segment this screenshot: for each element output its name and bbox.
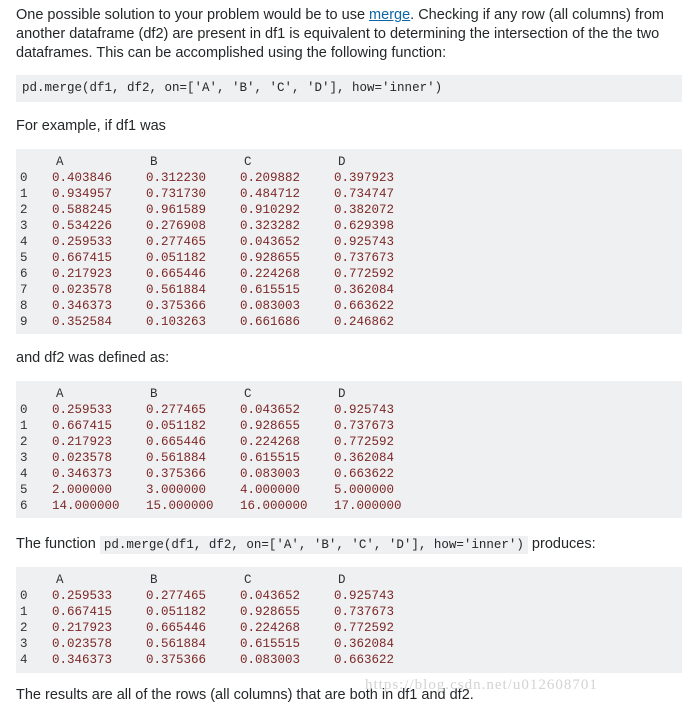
- cell-c: 0.043652: [240, 403, 301, 417]
- table-row: [20, 170, 428, 186]
- cell-a: 2.000000: [52, 483, 113, 497]
- df2-label: and df2 was defined as:: [16, 350, 170, 366]
- cell-a: 0.259533: [52, 403, 113, 417]
- cell-b: 0.561884: [146, 451, 207, 465]
- row-index: 7: [20, 283, 28, 297]
- cell-d: 17.000000: [334, 499, 402, 513]
- cell-d: 0.925743: [334, 235, 395, 249]
- cell-c: 0.615515: [240, 637, 301, 651]
- column-header-d: D: [338, 387, 346, 401]
- cell-b: 0.375366: [146, 299, 207, 313]
- cell-c: 0.910292: [240, 203, 301, 217]
- row-index: 1: [20, 605, 28, 619]
- cell-b: 0.961589: [146, 203, 207, 217]
- cell-d: 0.737673: [334, 605, 395, 619]
- cell-c: 0.209882: [240, 171, 301, 185]
- row-index: 3: [20, 451, 28, 465]
- cell-a: 0.403846: [52, 171, 113, 185]
- cell-c: 0.224268: [240, 435, 301, 449]
- cell-a: 0.346373: [52, 653, 113, 667]
- row-index: 0: [20, 171, 28, 185]
- cell-b: 0.051182: [146, 605, 207, 619]
- cell-d: 0.663622: [334, 467, 395, 481]
- row-index: 5: [20, 251, 28, 265]
- header-row: [20, 386, 428, 402]
- code-block: [16, 75, 682, 102]
- cell-b: 3.000000: [146, 483, 207, 497]
- cell-a: 0.534226: [52, 219, 113, 233]
- cell-a: 0.259533: [52, 235, 113, 249]
- cell-b: 0.277465: [146, 235, 207, 249]
- df2-block: [16, 381, 682, 518]
- cell-d: 0.925743: [334, 403, 395, 417]
- column-header-a: A: [56, 387, 64, 401]
- column-header-b: B: [150, 573, 158, 587]
- table-row: [20, 636, 428, 652]
- cell-c: 0.083003: [240, 653, 301, 667]
- cell-a: 0.217923: [52, 267, 113, 281]
- table-row: [20, 588, 428, 604]
- intro-text-after: . Checking if any row (all columns) from another dataframe (df2) are present in df1 is equivalent to determining the intersection of the the two dataframes. This can be accomplished using the following function:: [16, 7, 664, 61]
- row-index: 5: [20, 483, 28, 497]
- row-index: 2: [20, 435, 28, 449]
- header-row: [20, 154, 428, 170]
- cell-c: 0.224268: [240, 621, 301, 635]
- df1-table: [20, 154, 428, 330]
- result-table: [20, 572, 428, 668]
- table-row: [20, 202, 428, 218]
- table-row: [20, 282, 428, 298]
- table-row: [20, 186, 428, 202]
- table-row: [20, 620, 428, 636]
- cell-d: 0.772592: [334, 267, 395, 281]
- cell-a: 14.000000: [52, 499, 120, 513]
- table-row: [20, 250, 428, 266]
- cell-b: 0.665446: [146, 435, 207, 449]
- cell-c: 0.484712: [240, 187, 301, 201]
- cell-c: 0.928655: [240, 251, 301, 265]
- column-header-b: B: [150, 387, 158, 401]
- table-row: [20, 482, 428, 498]
- cell-d: 0.362084: [334, 451, 395, 465]
- row-index: 1: [20, 419, 28, 433]
- watermark: https://blog.csdn.net/u012608701: [365, 677, 598, 693]
- cell-b: 0.375366: [146, 653, 207, 667]
- cell-a: 0.023578: [52, 637, 113, 651]
- cell-b: 0.277465: [146, 403, 207, 417]
- cell-d: 0.925743: [334, 589, 395, 603]
- cell-d: 0.737673: [334, 251, 395, 265]
- cell-b: 0.375366: [146, 467, 207, 481]
- table-row: [20, 498, 428, 514]
- cell-b: 0.665446: [146, 267, 207, 281]
- cell-c: 0.323282: [240, 219, 301, 233]
- table-row: [20, 652, 428, 668]
- cell-c: 4.000000: [240, 483, 301, 497]
- column-header-a: A: [56, 573, 64, 587]
- cell-a: 0.352584: [52, 315, 113, 329]
- merge-code: pd.merge(df1, df2, on=['A', 'B', 'C', 'D'], how='inner'): [22, 81, 443, 95]
- column-header-c: C: [244, 155, 252, 169]
- column-header-c: C: [244, 573, 252, 587]
- row-index: 6: [20, 499, 28, 513]
- cell-d: 5.000000: [334, 483, 395, 497]
- row-index: 3: [20, 637, 28, 651]
- cell-a: 0.667415: [52, 419, 113, 433]
- cell-d: 0.246862: [334, 315, 395, 329]
- cell-a: 0.217923: [52, 435, 113, 449]
- cell-b: 0.277465: [146, 589, 207, 603]
- cell-d: 0.772592: [334, 435, 395, 449]
- index-header: [20, 386, 52, 402]
- cell-c: 16.000000: [240, 499, 308, 513]
- df2-table: [20, 386, 428, 514]
- function-label: [16, 535, 681, 555]
- cell-a: 0.346373: [52, 467, 113, 481]
- cell-d: 0.772592: [334, 621, 395, 635]
- row-index: 0: [20, 589, 28, 603]
- cell-c: 0.083003: [240, 299, 301, 313]
- cell-b: 0.561884: [146, 283, 207, 297]
- cell-b: 0.051182: [146, 251, 207, 265]
- cell-c: 0.224268: [240, 267, 301, 281]
- example-label: For example, if df1 was: [16, 118, 166, 134]
- row-index: 4: [20, 235, 28, 249]
- cell-d: 0.737673: [334, 419, 395, 433]
- table-row: [20, 402, 428, 418]
- table-row: [20, 434, 428, 450]
- column-header-d: D: [338, 573, 346, 587]
- row-index: 2: [20, 621, 28, 635]
- cell-c: 0.928655: [240, 419, 301, 433]
- table-row: [20, 604, 428, 620]
- cell-c: 0.043652: [240, 589, 301, 603]
- table-row: [20, 418, 428, 434]
- cell-a: 0.667415: [52, 605, 113, 619]
- cell-d: 0.362084: [334, 283, 395, 297]
- row-index: 4: [20, 653, 28, 667]
- row-index: 9: [20, 315, 28, 329]
- table-row: [20, 450, 428, 466]
- cell-a: 0.588245: [52, 203, 113, 217]
- column-header-c: C: [244, 387, 252, 401]
- cell-a: 0.667415: [52, 251, 113, 265]
- cell-d: 0.629398: [334, 219, 395, 233]
- cell-c: 0.661686: [240, 315, 301, 329]
- table-row: [20, 314, 428, 330]
- cell-b: 15.000000: [146, 499, 214, 513]
- row-index: 4: [20, 467, 28, 481]
- header-row: [20, 572, 428, 588]
- row-index: 1: [20, 187, 28, 201]
- cell-c: 0.083003: [240, 467, 301, 481]
- cell-b: 0.665446: [146, 621, 207, 635]
- function-inline-code: pd.merge(df1, df2, on=['A', 'B', 'C', 'D'], how='inner'): [100, 536, 528, 554]
- column-header-d: D: [338, 155, 346, 169]
- row-index: 8: [20, 299, 28, 313]
- df1-block: [16, 149, 682, 334]
- cell-b: 0.103263: [146, 315, 207, 329]
- cell-d: 0.397923: [334, 171, 395, 185]
- table-row: [20, 466, 428, 482]
- column-header-a: A: [56, 155, 64, 169]
- cell-a: 0.023578: [52, 283, 113, 297]
- cell-c: 0.928655: [240, 605, 301, 619]
- column-header-b: B: [150, 155, 158, 169]
- conclusion: The results are all of the rows (all columns) that are both in df1 and df2.: [16, 687, 474, 703]
- cell-d: 0.362084: [334, 637, 395, 651]
- cell-b: 0.051182: [146, 419, 207, 433]
- cell-d: 0.663622: [334, 653, 395, 667]
- intro-paragraph: [16, 6, 681, 63]
- cell-a: 0.346373: [52, 299, 113, 313]
- cell-c: 0.615515: [240, 451, 301, 465]
- table-row: [20, 298, 428, 314]
- cell-d: 0.663622: [334, 299, 395, 313]
- merge-link[interactable]: merge: [369, 7, 411, 23]
- index-header: [20, 154, 52, 170]
- result-block: [16, 567, 682, 673]
- cell-c: 0.615515: [240, 283, 301, 297]
- row-index: 0: [20, 403, 28, 417]
- table-row: [20, 234, 428, 250]
- cell-b: 0.276908: [146, 219, 207, 233]
- cell-a: 0.217923: [52, 621, 113, 635]
- intro-text-before: One possible solution to your problem would be to use: [16, 7, 370, 23]
- table-row: [20, 218, 428, 234]
- cell-a: 0.023578: [52, 451, 113, 465]
- row-index: 6: [20, 267, 28, 281]
- cell-c: 0.043652: [240, 235, 301, 249]
- cell-b: 0.312230: [146, 171, 207, 185]
- cell-a: 0.934957: [52, 187, 113, 201]
- function-label-before: The function: [16, 536, 100, 552]
- cell-b: 0.731730: [146, 187, 207, 201]
- index-header: [20, 572, 52, 588]
- row-index: 3: [20, 219, 28, 233]
- cell-a: 0.259533: [52, 589, 113, 603]
- table-row: [20, 266, 428, 282]
- cell-d: 0.382072: [334, 203, 395, 217]
- row-index: 2: [20, 203, 28, 217]
- function-label-after: produces:: [527, 536, 596, 552]
- cell-b: 0.561884: [146, 637, 207, 651]
- cell-d: 0.734747: [334, 187, 395, 201]
